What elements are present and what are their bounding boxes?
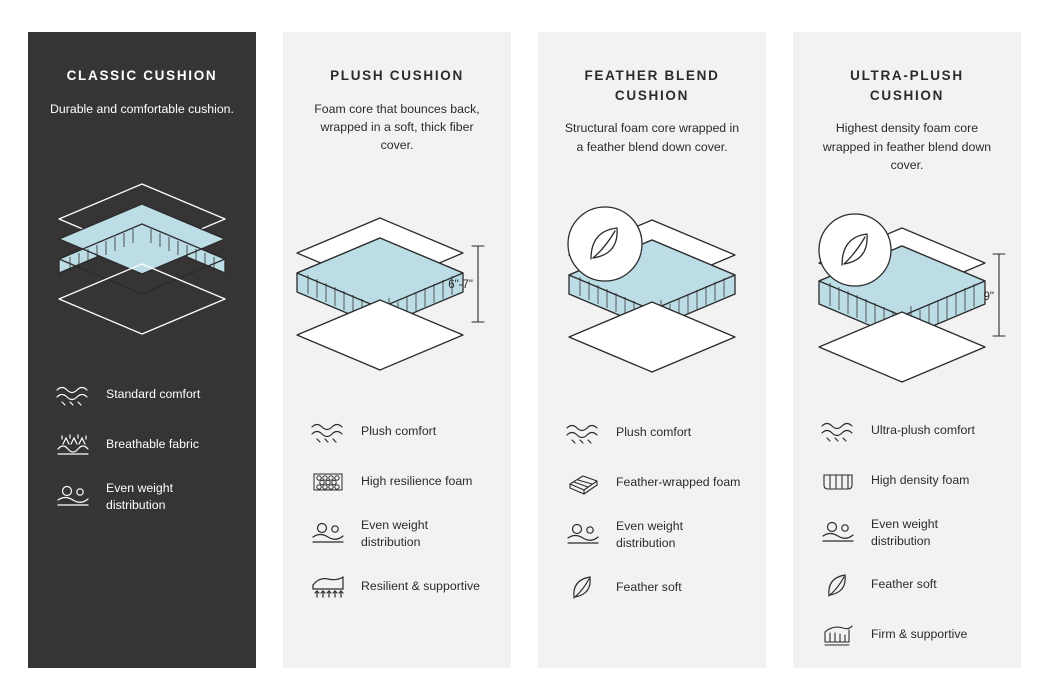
- feature-label: Feather soft: [871, 577, 937, 592]
- cushion-layer-illustration-classic: [50, 126, 234, 376]
- feather-wrapped-foam-icon: [564, 468, 602, 498]
- card-description: Structural foam core wrapped in a feather blend down cover.: [564, 121, 740, 154]
- feature-label: Ultra-plush comfort: [871, 422, 975, 437]
- feature-item: [309, 571, 489, 601]
- feature-list-plush: [305, 417, 489, 601]
- leaf-feather-soft-icon: [819, 570, 857, 600]
- card-title: ULTRA-PLUSH CUSHION: [850, 68, 964, 103]
- feature-label: Firm & supportive: [871, 627, 968, 642]
- resilient-supportive-icon: [309, 571, 347, 601]
- feature-item: [564, 468, 744, 498]
- feature-label: Plush comfort: [361, 424, 437, 439]
- wave-comfort-icon: [54, 380, 92, 410]
- feature-label: High resilience foam: [361, 474, 473, 489]
- high-resilience-foam-icon: [309, 467, 347, 497]
- feature-item: [564, 418, 744, 448]
- card-title: FEATHER BLEND CUSHION: [584, 68, 720, 103]
- firm-supportive-icon: [819, 620, 857, 650]
- cushion-layer-illustration-feather-blend: [560, 164, 744, 414]
- leaf-badge: [568, 207, 642, 281]
- cushion-layer-illustration-ultra-plush: [815, 182, 999, 411]
- feature-label: Even weight distribution: [871, 516, 938, 548]
- leaf-badge: [819, 214, 891, 286]
- cushion-layer-illustration-plush: [305, 163, 489, 413]
- even-weight-distribution-icon: [819, 518, 857, 548]
- feature-item: [819, 570, 999, 600]
- feature-item: [309, 517, 489, 551]
- card-description: Foam core that bounces back, wrapped in a soft, thick fiber cover.: [314, 101, 480, 153]
- card-title: CLASSIC CUSHION: [66, 68, 218, 83]
- feature-list-feather-blend: [560, 418, 744, 602]
- breathable-fabric-icon: [54, 430, 92, 460]
- feature-item: [819, 466, 999, 496]
- feature-item: [54, 380, 234, 410]
- feature-label: Feather-wrapped foam: [616, 475, 741, 490]
- feature-label: Resilient & supportive: [361, 578, 480, 593]
- feature-list-classic: [50, 380, 234, 514]
- feature-label: Feather soft: [616, 579, 682, 594]
- feature-label: Even weight distribution: [616, 519, 683, 551]
- feature-list-ultra-plush: [815, 416, 999, 650]
- wave-comfort-icon: [309, 417, 347, 447]
- feature-item: [819, 416, 999, 446]
- card-feather-blend-cushion[interactable]: [538, 32, 766, 668]
- feature-item: [309, 467, 489, 497]
- feature-item: [54, 430, 234, 460]
- feature-item: [564, 572, 744, 602]
- feature-label: Even weight distribution: [106, 481, 173, 513]
- even-weight-distribution-icon: [54, 482, 92, 512]
- card-title: PLUSH CUSHION: [330, 68, 464, 83]
- feature-label: Breathable fabric: [106, 437, 199, 452]
- card-description: Durable and comfortable cushion.: [50, 101, 234, 116]
- leaf-feather-soft-icon: [564, 572, 602, 602]
- card-ultra-plush-cushion[interactable]: [793, 32, 1021, 668]
- dimension-label: 6"-7": [448, 279, 473, 292]
- card-classic-cushion[interactable]: [28, 32, 256, 668]
- even-weight-distribution-icon: [309, 519, 347, 549]
- feature-item: [309, 417, 489, 447]
- wave-comfort-icon: [564, 418, 602, 448]
- feature-label: Plush comfort: [616, 425, 692, 440]
- card-plush-cushion[interactable]: [283, 32, 511, 668]
- card-description: Highest density foam core wrapped in feather blend down cover.: [822, 121, 992, 172]
- feature-label: Standard comfort: [106, 387, 201, 402]
- feature-item: [819, 516, 999, 550]
- wave-comfort-icon: [819, 416, 857, 446]
- high-density-foam-icon: [819, 466, 857, 496]
- feature-item: [564, 518, 744, 552]
- dimension-label: 9": [983, 290, 994, 303]
- feature-label: Even weight distribution: [361, 517, 428, 550]
- feature-item: [819, 620, 999, 650]
- feature-item: [54, 480, 234, 514]
- even-weight-distribution-icon: [564, 520, 602, 550]
- feature-label: High density foam: [871, 472, 970, 487]
